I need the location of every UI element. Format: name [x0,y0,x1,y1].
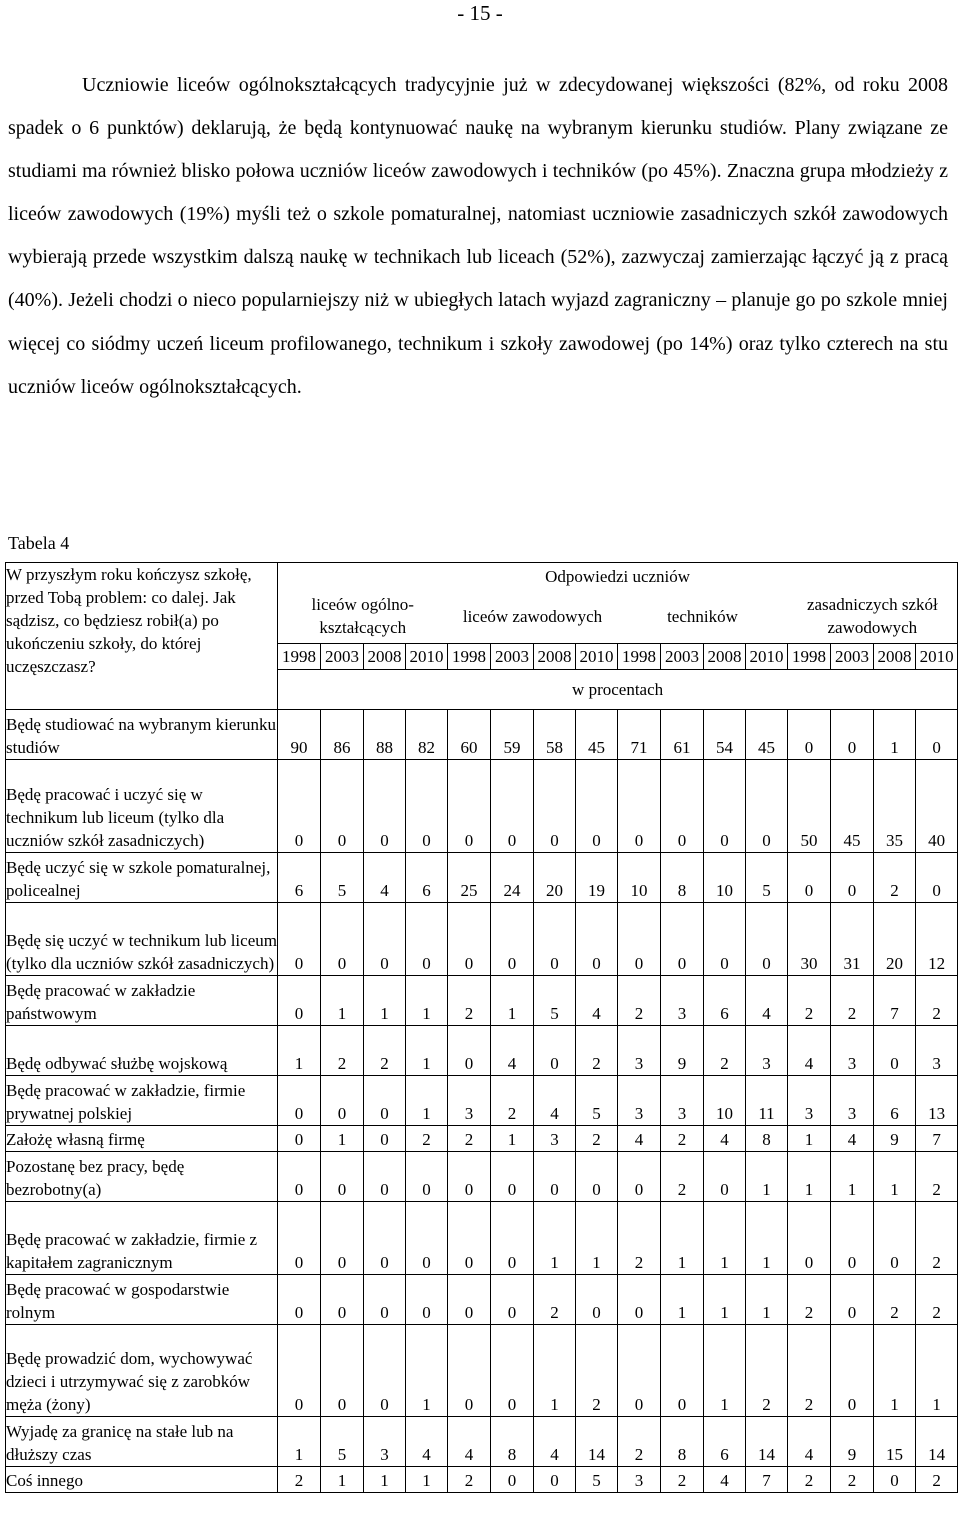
table-cell-value: 1 [534,1325,576,1417]
table-cell-value: 2 [916,1152,958,1202]
table-cell-value: 0 [704,1152,746,1202]
table-cell-value: 58 [534,710,576,760]
table-cell-value: 1 [874,710,916,760]
survey-table [5,562,958,1493]
table-cell-value: 0 [831,710,874,760]
table-cell-value: 0 [491,1275,534,1325]
table-cell-value: 0 [321,1325,364,1417]
table-school-header: zasadniczych szkół zawodowych [788,590,958,644]
table-cell-value: 3 [534,1126,576,1152]
table-year-header: 2010 [746,644,788,670]
table-cell-value: 25 [448,853,491,903]
table-row-label: Założę własną firmę [6,1126,278,1152]
table-row [6,1202,958,1275]
table-cell-value: 2 [746,1325,788,1417]
table-year-header: 1998 [788,644,831,670]
table-cell-value: 0 [534,760,576,853]
table-cell-value: 6 [278,853,321,903]
table-cell-value: 4 [576,976,618,1026]
table-year-header: 2008 [534,644,576,670]
table-cell-value: 71 [618,710,661,760]
table-row-label: Będę odbywać służbę wojskową [6,1026,278,1076]
table-cell-value: 1 [788,1126,831,1152]
table-group-title: Odpowiedzi uczniów [278,563,958,590]
table-cell-value: 2 [916,1275,958,1325]
table-cell-value: 54 [704,710,746,760]
table-cell-value: 1 [576,1202,618,1275]
table-cell-value: 2 [916,1202,958,1275]
table-cell-value: 0 [788,710,831,760]
table-cell-value: 61 [661,710,704,760]
table-cell-value: 3 [661,976,704,1026]
table-cell-value: 13 [916,1076,958,1126]
table-cell-value: 7 [916,1126,958,1152]
table-row [6,976,958,1026]
table-cell-value: 2 [874,853,916,903]
table-cell-value: 10 [704,853,746,903]
table-cell-value: 2 [618,976,661,1026]
table-row [6,1126,958,1152]
table-cell-value: 2 [448,976,491,1026]
table-cell-value: 31 [831,903,874,976]
table-row-label: Będę się uczyć w technikum lub liceum (tylko dla uczniów szkół zasadniczych) [6,903,278,976]
table-cell-value: 1 [916,1325,958,1417]
table-cell-value: 0 [448,1202,491,1275]
table-cell-value: 0 [618,1275,661,1325]
table-cell-value: 0 [321,1275,364,1325]
table-cell-value: 2 [788,1275,831,1325]
table-cell-value: 0 [448,1026,491,1076]
table-cell-value: 1 [746,1275,788,1325]
table-cell-value: 0 [278,1126,321,1152]
table-cell-value: 6 [874,1076,916,1126]
body-paragraph: Uczniowie liceów ogólnokształcących tradycyjnie już w zdecydowanej większości (82%, od roku 2008 spadek o 6 punktów) deklarują, że będą kontynuować naukę na wybranym kierunku studiów. Plany związane ze studiami ma również blisko połowa uczniów liceów zawodowych i techników (po 45%). Znaczna grupa młodzieży z liceów zawodowych (19%) myśli też o szkole pomaturalnej, natomiast uczniowie zasadniczych szkół zawodowych wybierają przede wszystkim dalszą naukę w technikach lub liceach (52%), zazwyczaj zamierzając łączyć ją z pracą (40%). Jeżeli chodzi o nieco popularniejszy niż w ubiegłych latach wyjazd zagraniczny – planuje go po szkole mniej więcej co siódmy uczeń liceum profilowanego, technikum i szkoły zawodowej (po 14%) oraz tylko czterech na stu uczniów liceów ogólnokształcących. [8,74,948,398]
table-cell-value: 0 [364,1202,406,1275]
table-cell-value: 0 [534,1467,576,1493]
table-row-label: Będę pracować i uczyć się w technikum lub liceum (tylko dla uczniów szkół zasadniczych) [6,760,278,853]
table-cell-value: 45 [576,710,618,760]
table-cell-value: 0 [278,1152,321,1202]
table-cell-value: 0 [406,760,448,853]
table-cell-value: 2 [321,1026,364,1076]
table-cell-value: 2 [831,1467,874,1493]
table-cell-value: 5 [576,1467,618,1493]
table-cell-value: 0 [448,903,491,976]
table-row-label: Będę pracować w zakładzie państwowym [6,976,278,1026]
table-cell-value: 5 [576,1076,618,1126]
table-cell-value: 0 [576,760,618,853]
table-cell-value: 35 [874,760,916,853]
table-cell-value: 5 [746,853,788,903]
table-cell-value: 2 [576,1126,618,1152]
table-cell-value: 0 [916,853,958,903]
table-cell-value: 3 [448,1076,491,1126]
table-cell-value: 4 [406,1417,448,1467]
table-cell-value: 1 [406,1325,448,1417]
table-year-header: 2003 [831,644,874,670]
table-cell-value: 0 [406,1275,448,1325]
table-cell-value: 0 [618,903,661,976]
table-cell-value: 1 [746,1202,788,1275]
table-cell-value: 1 [278,1026,321,1076]
table-cell-value: 1 [321,1126,364,1152]
table-cell-value: 12 [916,903,958,976]
table-cell-value: 5 [321,853,364,903]
table-year-header: 2008 [704,644,746,670]
table-cell-value: 1 [534,1202,576,1275]
table-cell-value: 0 [448,1152,491,1202]
table-cell-value: 2 [576,1026,618,1076]
table-cell-value: 5 [534,976,576,1026]
table-row [6,903,958,976]
table-cell-value: 0 [278,1202,321,1275]
table-row-label: Będę pracować w gospodarstwie rolnym [6,1275,278,1325]
table-cell-value: 10 [704,1076,746,1126]
table-cell-value: 1 [364,976,406,1026]
table-cell-value: 0 [491,1202,534,1275]
table-cell-value: 3 [618,1076,661,1126]
table-cell-value: 3 [831,1026,874,1076]
table-cell-value: 0 [534,1026,576,1076]
table-school-header: techników [618,590,788,644]
table-row [6,1026,958,1076]
table-year-header: 2003 [491,644,534,670]
table-school-header: liceów zawodowych [448,590,618,644]
table-school-header: liceów ogólno- kształcących [278,590,448,644]
table-cell-value: 0 [661,903,704,976]
table-row [6,1275,958,1325]
table-cell-value: 0 [448,760,491,853]
table-cell-value: 4 [704,1467,746,1493]
table-cell-value: 0 [364,1076,406,1126]
table-cell-value: 0 [278,976,321,1026]
table-cell-value: 45 [746,710,788,760]
table-cell-value: 0 [364,1152,406,1202]
table-cell-value: 4 [831,1126,874,1152]
table-cell-value: 50 [788,760,831,853]
table-year-header: 2010 [406,644,448,670]
table-cell-value: 20 [534,853,576,903]
table-cell-value: 2 [618,1202,661,1275]
table-cell-value: 3 [831,1076,874,1126]
table-cell-value: 3 [618,1026,661,1076]
table-cell-value: 8 [661,1417,704,1467]
table-year-header: 2008 [874,644,916,670]
table-year-header: 2008 [364,644,406,670]
table-cell-value: 60 [448,710,491,760]
table-year-header: 2010 [576,644,618,670]
table-cell-value: 0 [491,760,534,853]
table-cell-value: 40 [916,760,958,853]
table-cell-value: 0 [278,1076,321,1126]
table-cell-value: 4 [788,1026,831,1076]
table-cell-value: 1 [788,1152,831,1202]
table-cell-value: 4 [704,1126,746,1152]
table-row [6,760,958,853]
table-row-label: Będę uczyć się w szkole pomaturalnej, policealnej [6,853,278,903]
table-cell-value: 1 [831,1152,874,1202]
table-cell-value: 0 [831,1275,874,1325]
table-cell-value: 0 [618,760,661,853]
table-cell-value: 0 [278,903,321,976]
table-cell-value: 2 [661,1126,704,1152]
table-cell-value: 20 [874,903,916,976]
table-cell-value: 0 [278,1275,321,1325]
table-cell-value: 0 [448,1325,491,1417]
table-cell-value: 0 [746,760,788,853]
table-cell-value: 14 [576,1417,618,1467]
table-cell-value: 0 [874,1467,916,1493]
table-year-header: 1998 [278,644,321,670]
table-cell-value: 8 [661,853,704,903]
table-cell-value: 1 [406,976,448,1026]
table-cell-value: 0 [278,1325,321,1417]
table-cell-value: 0 [874,1202,916,1275]
table-cell-value: 1 [661,1275,704,1325]
table-row [6,853,958,903]
table-cell-value: 4 [491,1026,534,1076]
table-cell-value: 2 [618,1417,661,1467]
table-year-header: 1998 [618,644,661,670]
table-cell-value: 0 [491,1152,534,1202]
table-cell-value: 0 [661,1325,704,1417]
table-cell-value: 0 [704,903,746,976]
table-cell-value: 0 [406,1202,448,1275]
table-cell-value: 8 [746,1126,788,1152]
table-cell-value: 2 [534,1275,576,1325]
table-cell-value: 6 [406,853,448,903]
table-cell-value: 2 [661,1467,704,1493]
table-cell-value: 59 [491,710,534,760]
table-year-header: 2003 [321,644,364,670]
table-cell-value: 2 [874,1275,916,1325]
table-cell-value: 3 [788,1076,831,1126]
table-cell-value: 1 [491,976,534,1026]
table-cell-value: 1 [406,1467,448,1493]
table-cell-value: 1 [364,1467,406,1493]
table-cell-value: 1 [661,1202,704,1275]
table-cell-value: 0 [321,760,364,853]
table-cell-value: 1 [874,1152,916,1202]
table-year-header: 2003 [661,644,704,670]
table-cell-value: 7 [874,976,916,1026]
table-cell-value: 3 [618,1467,661,1493]
table-cell-value: 2 [661,1152,704,1202]
table-cell-value: 0 [788,1202,831,1275]
table-cell-value: 9 [661,1026,704,1076]
table-row-label: Będę pracować w zakładzie, firmie z kapitałem zagranicznym [6,1202,278,1275]
table-cell-value: 88 [364,710,406,760]
table-cell-value: 3 [746,1026,788,1076]
table-cell-value: 19 [576,853,618,903]
table-cell-value: 4 [448,1417,491,1467]
table-row-label: Będę pracować w zakładzie, firmie prywatnej polskiej [6,1076,278,1126]
table-cell-value: 2 [788,1325,831,1417]
table-cell-value: 0 [364,903,406,976]
table-cell-value: 1 [321,1467,364,1493]
table-cell-value: 0 [321,1076,364,1126]
table-cell-value: 0 [788,853,831,903]
table-cell-value: 0 [661,760,704,853]
table-question-cell: W przyszłym roku kończysz szkołę, przed Tobą problem: co dalej. Jak sądzisz, co będziesz robił(a) po ukończeniu szkoły, do której uczęszczasz? [6,563,278,710]
table-cell-value: 4 [534,1076,576,1126]
table-cell-value: 2 [916,1467,958,1493]
table-row-label: Będę studiować na wybranym kierunku studiów [6,710,278,760]
table-cell-value: 5 [321,1417,364,1467]
table-cell-value: 45 [831,760,874,853]
table-cell-value: 1 [746,1152,788,1202]
table-cell-value: 14 [746,1417,788,1467]
table-cell-value: 2 [788,976,831,1026]
table-cell-value: 4 [364,853,406,903]
table-cell-value: 0 [364,760,406,853]
table-cell-value: 0 [831,1325,874,1417]
table-cell-value: 0 [618,1325,661,1417]
table-cell-value: 1 [704,1325,746,1417]
table-cell-value: 1 [321,976,364,1026]
table-cell-value: 2 [788,1467,831,1493]
table-cell-value: 1 [406,1026,448,1076]
table-cell-value: 3 [661,1076,704,1126]
table-row-label: Coś innego [6,1467,278,1493]
table-cell-value: 0 [321,903,364,976]
table-cell-value: 2 [448,1126,491,1152]
table-cell-value: 4 [534,1417,576,1467]
table-cell-value: 0 [491,1325,534,1417]
table-cell-value: 9 [874,1126,916,1152]
table-cell-value: 0 [576,1275,618,1325]
table-cell-value: 86 [321,710,364,760]
table-row-label: Będę prowadzić dom, wychowywać dzieci i utrzymywać się z zarobków męża (żony) [6,1325,278,1417]
table-cell-value: 0 [278,760,321,853]
table-cell-value: 14 [916,1417,958,1467]
table-cell-value: 1 [704,1202,746,1275]
table-cell-value: 6 [704,1417,746,1467]
table-cell-value: 0 [321,1152,364,1202]
table-cell-value: 1 [491,1126,534,1152]
table-cell-value: 0 [406,1152,448,1202]
table-cell-value: 0 [534,903,576,976]
table-cell-value: 10 [618,853,661,903]
table-cell-value: 1 [406,1076,448,1126]
table-cell-value: 4 [746,976,788,1026]
table-year-header: 2010 [916,644,958,670]
table-cell-value: 2 [491,1076,534,1126]
table-cell-value: 0 [491,1467,534,1493]
table-cell-value: 3 [364,1417,406,1467]
table-row [6,1467,958,1493]
table-cell-value: 2 [576,1325,618,1417]
table-cell-value: 24 [491,853,534,903]
table-cell-value: 8 [491,1417,534,1467]
table-cell-value: 0 [448,1275,491,1325]
table-cell-value: 4 [618,1126,661,1152]
table-cell-value: 0 [831,853,874,903]
table-cell-value: 1 [704,1275,746,1325]
table-cell-value: 82 [406,710,448,760]
table-cell-value: 0 [406,903,448,976]
table-cell-value: 3 [916,1026,958,1076]
table-cell-value: 2 [831,976,874,1026]
table-cell-value: 11 [746,1076,788,1126]
table-cell-value: 0 [534,1152,576,1202]
table-cell-value: 0 [618,1152,661,1202]
table-cell-value: 0 [916,710,958,760]
table-row [6,1152,958,1202]
table-cell-value: 0 [576,903,618,976]
table-caption: Tabela 4 [8,533,70,553]
table-cell-value: 1 [874,1325,916,1417]
table-cell-value: 0 [364,1325,406,1417]
table-cell-value: 0 [831,1202,874,1275]
table-row [6,1417,958,1467]
table-cell-value: 7 [746,1467,788,1493]
table-cell-value: 90 [278,710,321,760]
table-cell-value: 1 [278,1417,321,1467]
table-cell-value: 2 [364,1026,406,1076]
table-cell-value: 0 [491,903,534,976]
table-cell-value: 2 [916,976,958,1026]
table-cell-value: 30 [788,903,831,976]
table-cell-value: 2 [406,1126,448,1152]
table-cell-value: 0 [704,760,746,853]
table-cell-value: 0 [576,1152,618,1202]
table-row [6,710,958,760]
table-cell-value: 4 [788,1417,831,1467]
table-row [6,1076,958,1126]
table-row-label: Wyjadę za granicę na stałe lub na dłuższy czas [6,1417,278,1467]
table-year-header: 1998 [448,644,491,670]
table-cell-value: 0 [746,903,788,976]
table-cell-value: 6 [704,976,746,1026]
table-cell-value: 15 [874,1417,916,1467]
table-row [6,1325,958,1417]
table-cell-value: 2 [704,1026,746,1076]
table-cell-value: 0 [874,1026,916,1076]
table-unit-label: w procentach [278,670,958,710]
table-cell-value: 2 [448,1467,491,1493]
table-cell-value: 0 [364,1275,406,1325]
table-cell-value: 9 [831,1417,874,1467]
table-cell-value: 0 [364,1126,406,1152]
table-cell-value: 0 [321,1202,364,1275]
table-cell-value: 2 [278,1467,321,1493]
page-number: - 15 - [457,1,503,25]
table-row-label: Pozostanę bez pracy, będę bezrobotny(a) [6,1152,278,1202]
